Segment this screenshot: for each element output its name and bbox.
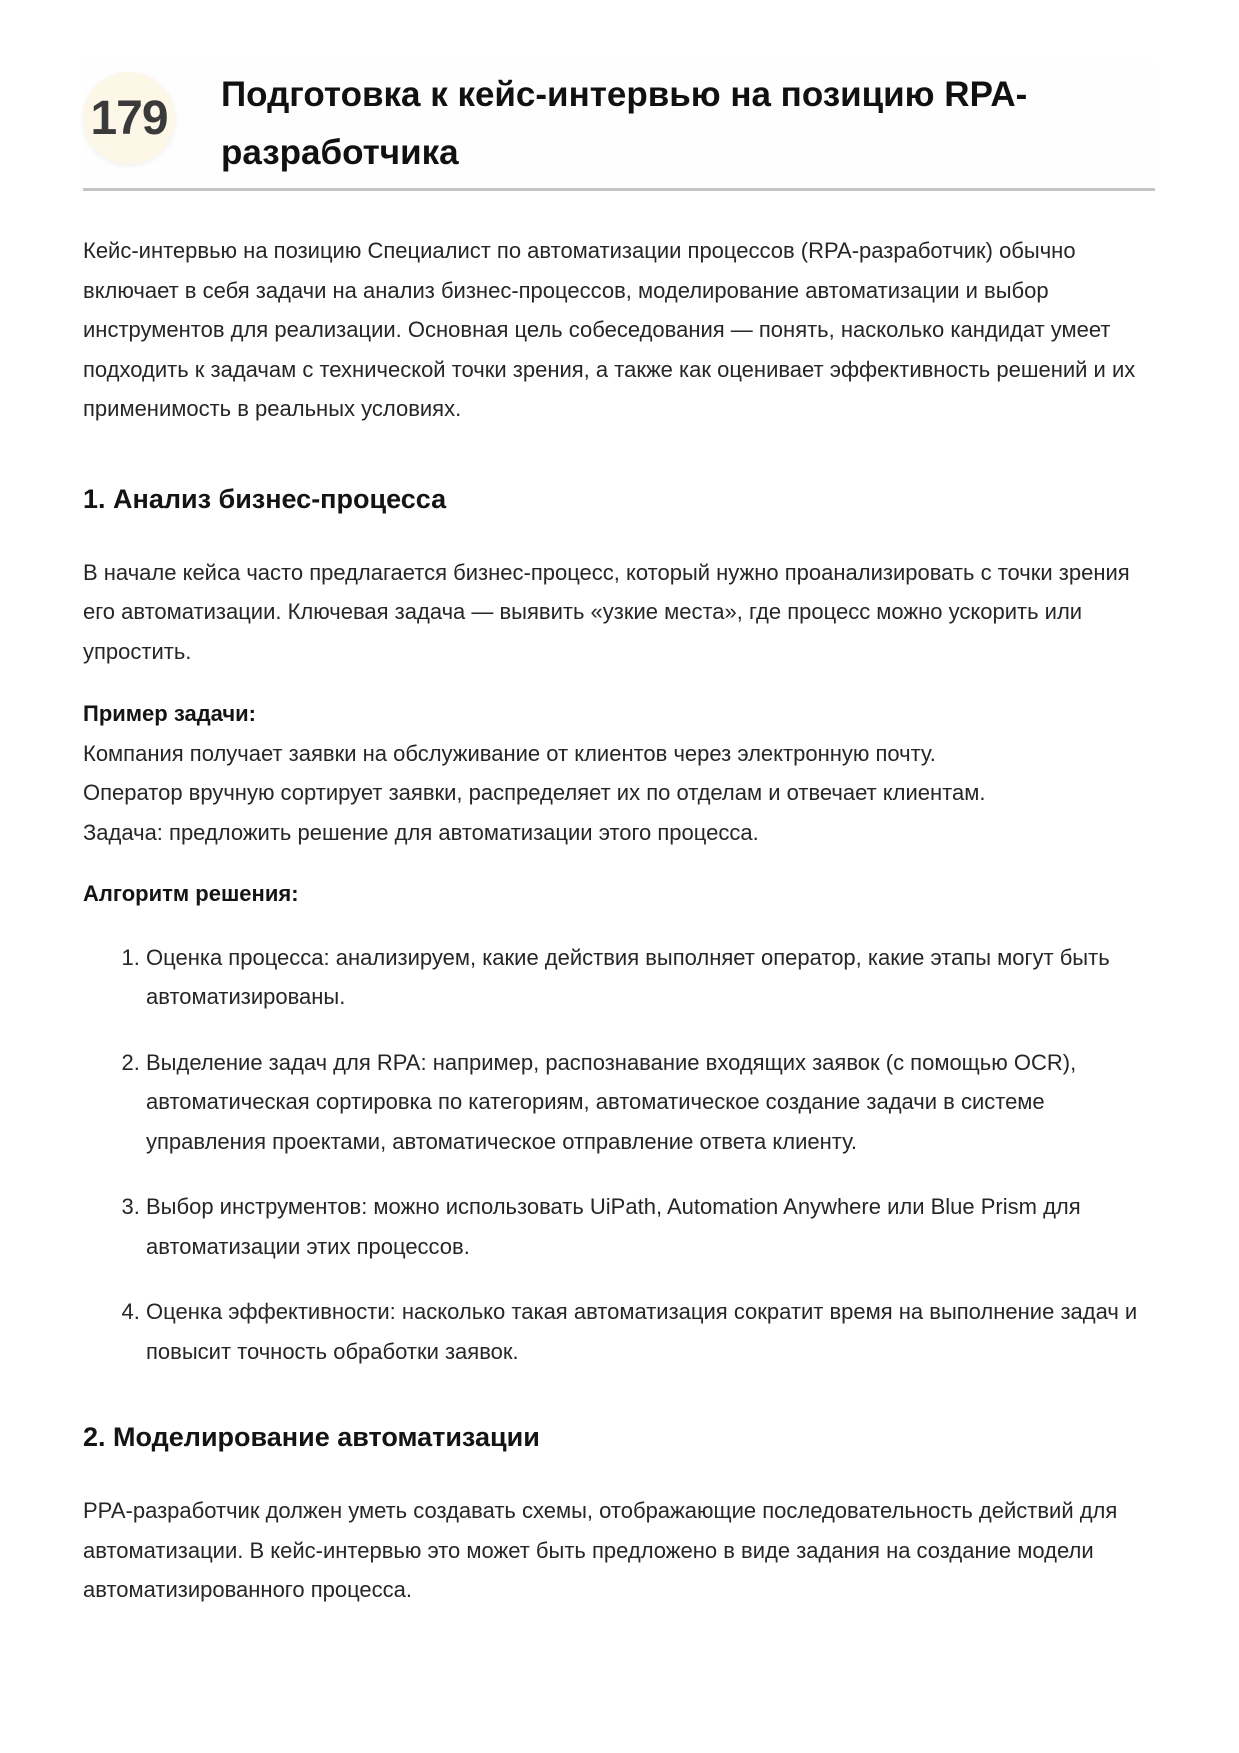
- section-heading-modeling: 2. Моделирование автоматизации: [83, 1422, 540, 1452]
- list-item: 2. Выделение задач для RPA: например, распознавание входящих заявок (с помощью OCR), автоматическая сортировка по категориям, автоматическое создание задачи в системе управления проектами, автоматическое отправление ответа клиенту.: [146, 1043, 1155, 1162]
- example-line: Задача: предложить решение для автоматизации этого процесса.: [83, 819, 759, 845]
- list-item: 3. Выбор инструментов: можно использовать UiPath, Automation Anywhere или Blue Prism для автоматизации этих процессов.: [146, 1187, 1155, 1266]
- example-label: Пример задачи:: [83, 701, 256, 726]
- section-heading-analysis: 1. Анализ бизнес-процесса: [83, 483, 447, 514]
- algorithm-label: Алгоритм решения:: [83, 881, 299, 906]
- list-item: 4. Оценка эффективности: насколько такая автоматизация сократит время на выполнение задач и повысит точность обработки заявок.: [146, 1292, 1155, 1371]
- section-paragraph-analysis: В начале кейса часто предлагается бизнес-процесс, который нужно проанализировать с точки зрения его автоматизации. Ключевая задача — выявить «узкие места», где процесс можно ускорить или упростить.: [83, 559, 1130, 664]
- example-block: [83, 694, 1155, 852]
- algorithm-steps-list: [83, 938, 1155, 1372]
- example-line: Компания получает заявки на обслуживание от клиентов через электронную почту.: [83, 740, 936, 766]
- example-line: Оператор вручную сортирует заявки, распределяет их по отделам и отвечает клиентам.: [83, 780, 986, 805]
- list-item: 1. Оценка процесса: анализируем, какие действия выполняет оператор, какие этапы могут быть автоматизированы.: [146, 938, 1155, 1017]
- document-page: [83, 0, 1155, 1610]
- chapter-number-badge: 179: [83, 72, 175, 164]
- page-header: [83, 62, 1155, 191]
- page-title: Подготовка к кейс-интервью на позицию RPA-разработчика: [221, 75, 1028, 172]
- section-paragraph-modeling: РРА-разработчик должен уметь создавать схемы, отображающие последовательность действий для автоматизации. В кейс-интервью это может быть предложено в виде задания на создание модели автоматизированного процесса.: [83, 1498, 1118, 1602]
- intro-paragraph: Кейс-интервью на позицию Специалист по автоматизации процессов (RPA-разработчик) обычно включает в себя задачи на анализ бизнес-процессов, моделирование автоматизации и выбор инструментов для реализации. Основная цель собеседования — понять, насколько кандидат умеет подходить к задачам с технической точки зрения, а также как оценивает эффективность решений и их применимость в реальных условиях.: [83, 238, 1136, 421]
- algorithm-block: [83, 874, 1155, 914]
